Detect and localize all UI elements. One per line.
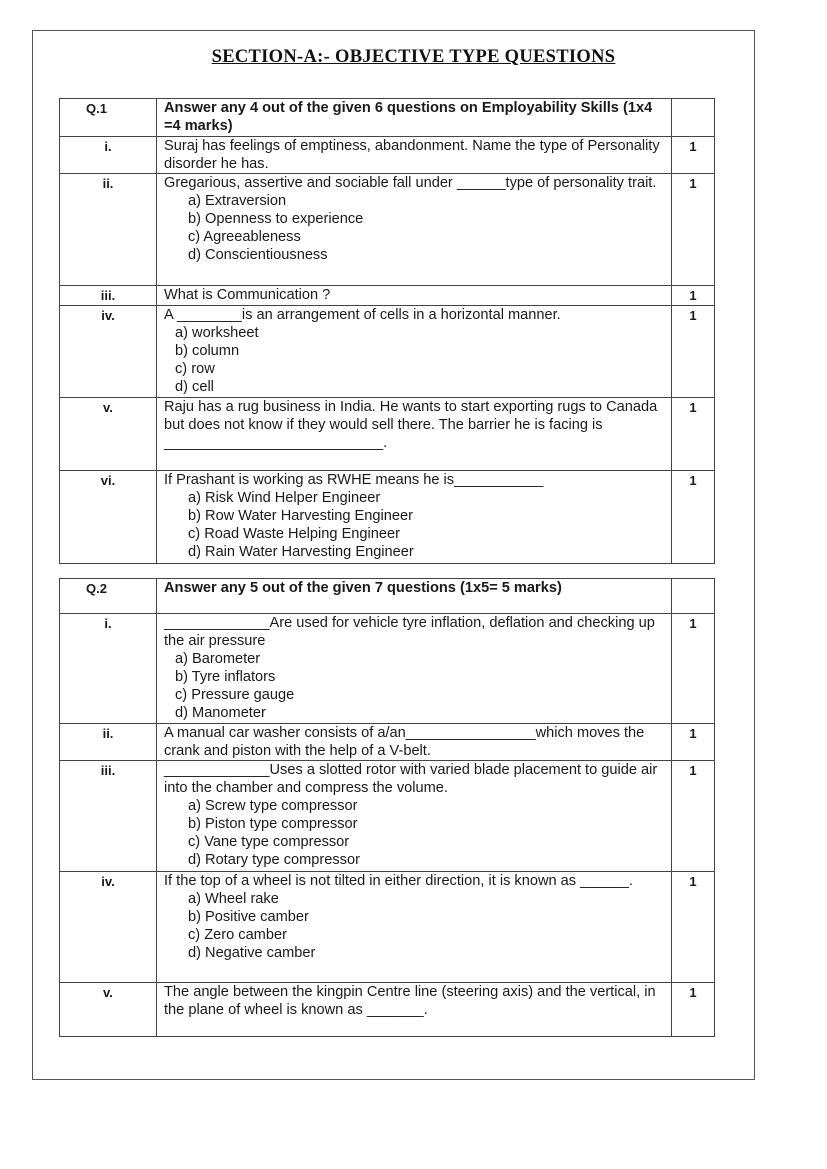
question-row (60, 398, 715, 471)
marks: 1 (672, 286, 715, 306)
sub-question-cell (157, 614, 672, 724)
sub-question-number: v. (60, 398, 157, 471)
sub-question-number: vi. (60, 471, 157, 564)
sub-question-text: A manual car washer consists of a/an________________which moves the crank and piston with the help of a V-belt. (164, 725, 649, 759)
answer-option: a) Extraversion (188, 193, 287, 209)
marks: 1 (672, 872, 715, 983)
sub-question-text: Gregarious, assertive and sociable fall under ______type of personality trait. (164, 175, 657, 191)
answer-option: d) Manometer (175, 705, 266, 721)
sub-question-text: The angle between the kingpin Centre line (steering axis) and the vertical, in the plane of wheel is known as _______. (164, 984, 660, 1018)
answer-option: a) Barometer (175, 651, 261, 667)
sub-question-number: iii. (60, 286, 157, 306)
sub-question-cell (157, 286, 672, 306)
question-number: Q.1 (60, 99, 157, 137)
sub-question-text: A ________is an arrangement of cells in a horizontal manner. (164, 307, 561, 323)
sub-question-text: _____________Are used for vehicle tyre inflation, deflation and checking up the air pressure (164, 615, 659, 649)
sub-question-number: i. (60, 137, 157, 174)
sub-question-text: Suraj has feelings of emptiness, abandonment. Name the type of Personality disorder he has. (164, 138, 664, 172)
answer-option: c) Pressure gauge (175, 687, 295, 703)
sub-question-cell (157, 471, 672, 564)
marks: 1 (672, 761, 715, 872)
answer-options (164, 797, 667, 869)
question-row (60, 724, 715, 761)
answer-option: d) cell (175, 379, 214, 395)
answer-option: b) column (175, 343, 240, 359)
sub-question-number: ii. (60, 724, 157, 761)
sub-question-text: If the top of a wheel is not tilted in either direction, it is known as ______. (164, 873, 633, 889)
question-header-row (60, 99, 715, 137)
marks: 1 (672, 174, 715, 286)
question-row (60, 761, 715, 872)
answer-options (164, 650, 667, 722)
marks-cell-empty (672, 99, 715, 137)
marks-cell-empty (672, 579, 715, 614)
question-row (60, 286, 715, 306)
question-header-row (60, 579, 715, 614)
sub-question-number: v. (60, 983, 157, 1037)
question-row (60, 471, 715, 564)
question-number: Q.2 (60, 579, 157, 614)
section-title: SECTION-A:- OBJECTIVE TYPE QUESTIONS (211, 47, 616, 67)
question-row (60, 137, 715, 174)
answer-option: b) Row Water Harvesting Engineer (188, 508, 413, 524)
sub-question-cell (157, 137, 672, 174)
answer-options (164, 489, 667, 561)
question-row (60, 306, 715, 398)
answer-option: c) Agreeableness (188, 229, 301, 245)
answer-options (164, 192, 667, 264)
sub-question-text: Raju has a rug business in India. He wants to start exporting rugs to Canada but does not know if they would sell there. The barrier he is facing is ___________________________. (164, 399, 662, 451)
answer-option: d) Rain Water Harvesting Engineer (188, 544, 414, 560)
answer-option: d) Conscientiousness (188, 247, 328, 263)
answer-option: b) Openness to experience (188, 211, 364, 227)
question-instructions: Answer any 4 out of the given 6 questions on Employability Skills (1x4 =4 marks) (157, 99, 672, 137)
sub-question-number: ii. (60, 174, 157, 286)
question-table-q1 (59, 98, 715, 564)
answer-option: b) Tyre inflators (175, 669, 276, 685)
answer-option: d) Rotary type compressor (188, 852, 360, 868)
answer-option: b) Positive camber (188, 909, 309, 925)
question-row (60, 614, 715, 724)
answer-option: c) Vane type compressor (188, 834, 350, 850)
sub-question-cell (157, 398, 672, 471)
marks: 1 (672, 724, 715, 761)
sub-question-cell (157, 724, 672, 761)
question-row (60, 174, 715, 286)
sub-question-text: What is Communication ? (164, 287, 331, 303)
sub-question-cell (157, 761, 672, 872)
sub-question-text: If Prashant is working as RWHE means he is___________ (164, 472, 544, 488)
answer-option: d) Negative camber (188, 945, 316, 961)
sub-question-cell (157, 174, 672, 286)
marks: 1 (672, 983, 715, 1037)
answer-option: b) Piston type compressor (188, 816, 358, 832)
question-row (60, 872, 715, 983)
marks: 1 (672, 614, 715, 724)
answer-option: a) Screw type compressor (188, 798, 358, 814)
question-table-q2 (59, 578, 715, 1037)
answer-option: c) Zero camber (188, 927, 287, 943)
sub-question-number: iii. (60, 761, 157, 872)
marks: 1 (672, 398, 715, 471)
sub-question-cell (157, 306, 672, 398)
question-row (60, 983, 715, 1037)
question-instructions: Answer any 5 out of the given 7 questions (1x5= 5 marks) (157, 579, 672, 614)
sub-question-number: i. (60, 614, 157, 724)
sub-question-number: iv. (60, 306, 157, 398)
sub-question-number: iv. (60, 872, 157, 983)
answer-option: a) Risk Wind Helper Engineer (188, 490, 381, 506)
sub-question-cell (157, 983, 672, 1037)
answer-options (164, 890, 667, 962)
sub-question-cell (157, 872, 672, 983)
answer-option: a) worksheet (175, 325, 259, 341)
answer-option: c) row (175, 361, 215, 377)
marks: 1 (672, 306, 715, 398)
marks: 1 (672, 471, 715, 564)
answer-options (164, 324, 667, 396)
answer-option: a) Wheel rake (188, 891, 279, 907)
sub-question-text: _____________Uses a slotted rotor with varied blade placement to guide air into the chamber and compress the volume. (164, 762, 662, 796)
answer-option: c) Road Waste Helping Engineer (188, 526, 400, 542)
marks: 1 (672, 137, 715, 174)
